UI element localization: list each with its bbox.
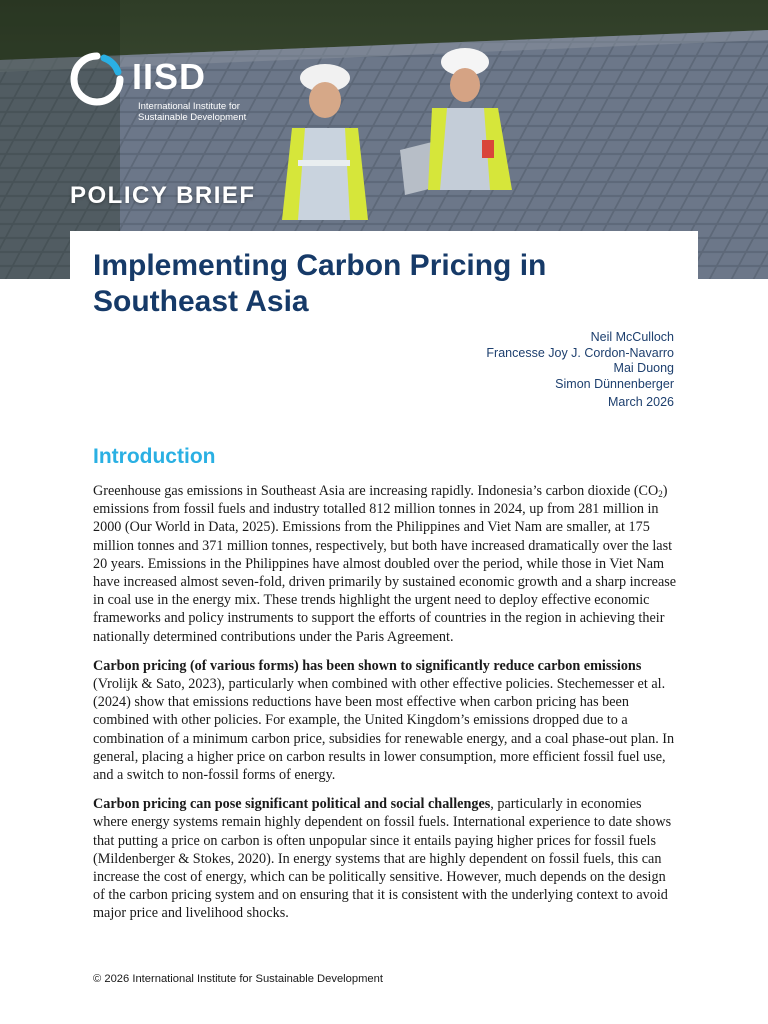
body-text bbox=[93, 482, 677, 934]
author-list bbox=[486, 330, 674, 411]
paragraph-bold-lead: Carbon pricing (of various forms) has been shown to significantly reduce carbon emissions bbox=[93, 657, 642, 674]
iisd-logo bbox=[70, 52, 270, 132]
copyright-footer: © 2026 International Institute for Sustainable Development bbox=[93, 973, 383, 985]
logo-subtitle-line1: International Institute for bbox=[138, 101, 240, 112]
paragraph-bold-lead: Carbon pricing can pose significant political and social challenges bbox=[93, 796, 491, 813]
document-type-label: POLICY BRIEF bbox=[70, 182, 256, 209]
iisd-logo-ring-icon bbox=[70, 52, 124, 106]
paragraph-text: ) emissions from fossil fuels and industry totalled 812 million tonnes in 2024, up from 281 million in 2000 (Our World in Data, 2025). Emissions from the Philippines and Viet Nam are smaller, at 175 million tonnes and 371 million tonnes, respectively, but both have increased dramatically over the last 20 years. Emissions in the Philippines have almost doubled over the period, while those in Viet Nam have increased almost seven-fold, driven primarily by sustained economic growth and a sharp increase in coal use in the energy mix. These trends highlight the urgent need to deploy effective economic frameworks and policy instruments to support the efforts of countries in the region in achieving their nationally determined contributions under the Paris Agreement. bbox=[93, 483, 677, 645]
author-name: Simon Dünnenberger bbox=[555, 376, 674, 391]
paragraph bbox=[93, 482, 677, 646]
logo-wordmark: IISD bbox=[132, 56, 207, 97]
author-name: Neil McCulloch bbox=[590, 330, 674, 344]
document-title: Implementing Carbon Pricing in Southeast Asia bbox=[93, 249, 547, 318]
subscript: 2 bbox=[658, 489, 663, 499]
logo-subtitle bbox=[138, 101, 278, 123]
paragraph bbox=[93, 657, 677, 784]
author-name: Francesse Joy J. Cordon-Navarro bbox=[486, 345, 674, 360]
paragraph-text: (Vrolijk & Sato, 2023), particularly when combined with other effective policies. Stechemesser et al. (2024) show that emissions reductions have been most effective when carbon pricing has been combined with other policies. For example, the United Kingdom’s emissions dropped due to a combination of a minimum carbon price, subsidies for renewable energy, and a coal phase-out plan. In general, placing a higher price on carbon results in lower consumption, more efficient fossil fuel use, and a switch to non-fossil forms of energy. bbox=[93, 676, 675, 784]
paragraph bbox=[93, 795, 677, 922]
publication-date: March 2026 bbox=[607, 395, 674, 409]
paragraph-text: , particularly in economies where energy systems remain highly dependent on fossil fuels. International experience to date shows that putting a price on carbon is often unpopular since it entails paying higher prices for fossil fuels (Mildenberger & Stokes, 2020). In energy systems that are highly dependent on fossil fuels, this can increase the cost of energy, which can be politically sensitive. However, much depends on the design of the carbon pricing system and on ensuring that it is consistent with the underlying context to avoid major price and livelihood shocks. bbox=[93, 796, 672, 922]
logo-subtitle-line2: Sustainable Development bbox=[138, 112, 247, 123]
author-name: Mai Duong bbox=[613, 361, 674, 375]
section-heading-introduction: Introduction bbox=[93, 445, 216, 468]
paragraph-text: Greenhouse gas emissions in Southeast Asia are increasing rapidly. Indonesia’s carbon dioxide (CO bbox=[93, 483, 659, 499]
